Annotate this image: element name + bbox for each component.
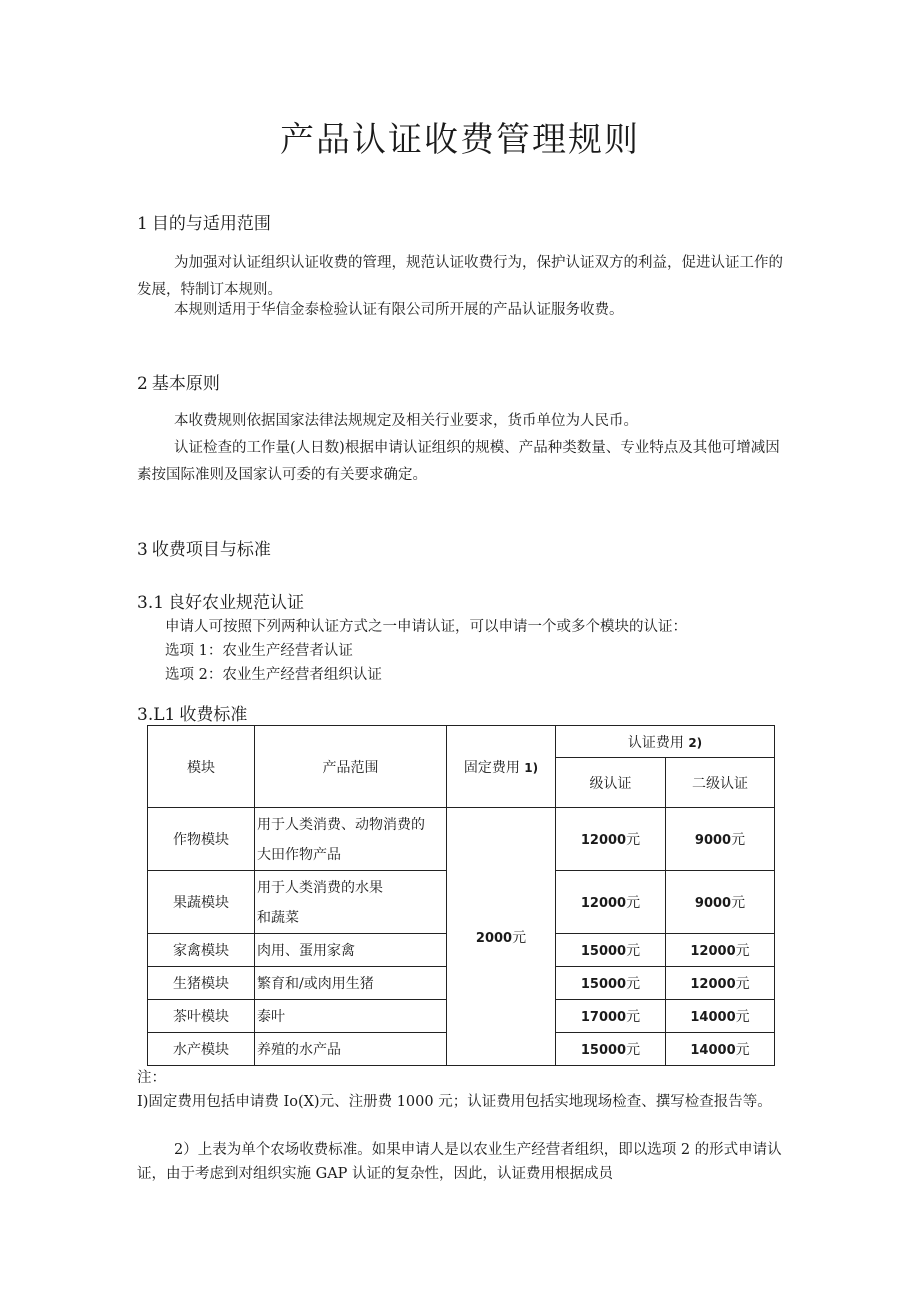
header-cert-fee: 认证费用 2)	[556, 726, 775, 758]
row-level-2-fee: 9000元	[666, 808, 775, 871]
section-3-1-heading	[137, 588, 304, 613]
section-3-1-1-number: 3.L1	[137, 705, 176, 725]
section-1-number: 1	[137, 214, 148, 234]
row-level-2-fee: 9000元	[666, 871, 775, 934]
table-row	[148, 808, 775, 871]
section-3-number: 3	[137, 540, 148, 560]
row-module: 茶叶模块	[148, 1000, 255, 1033]
note-1: I)固定费用包括申请费 Io(X)元、注册费 1000 元；认证费用包括实地现场检查、撰写检查报告等。	[137, 1094, 772, 1110]
row-scope: 养殖的水产品	[255, 1033, 447, 1066]
row-scope: 肉用、蛋用家禽	[255, 934, 447, 967]
section-3-heading	[137, 535, 271, 560]
header-module: 模块	[148, 726, 255, 808]
row-scope: 用于人类消费的水果 和蔬菜	[255, 871, 447, 934]
header-scope: 产品范围	[255, 726, 447, 808]
row-module: 作物模块	[148, 808, 255, 871]
section-2-paragraph-1: 本收费规则依据国家法律法规规定及相关行业要求，货币单位为人民币。	[174, 413, 638, 429]
table-header-row-1	[148, 726, 775, 758]
section-3-1-option-1: 选项 1：农业生产经营者认证	[165, 643, 353, 659]
section-1-title: 目的与适用范围	[151, 214, 271, 234]
section-2-title: 基本原则	[151, 374, 220, 394]
fee-table	[147, 725, 775, 1066]
section-3-1-title: 良好农业规范认证	[168, 593, 305, 613]
row-scope: 用于人类消费、动物消费的 大田作物产品	[255, 808, 447, 871]
section-3-1-1-heading	[137, 700, 247, 725]
row-scope: 繁育和/或肉用生猪	[255, 967, 447, 1000]
row-module: 果蔬模块	[148, 871, 255, 934]
note-2: 2）上表为单个农场收费标准。如果申请人是以农业生产经营者组织，即以选项 2 的形式申请认证，由于考虑到对组织实施 GAP 认证的复杂性，因此，认证费用根据成员	[137, 1142, 782, 1182]
row-level-1-fee: 15000元	[556, 934, 666, 967]
row-level-2-fee: 12000元	[666, 934, 775, 967]
row-level-2-fee: 12000元	[666, 967, 775, 1000]
section-1-heading	[137, 209, 271, 234]
row-module: 水产模块	[148, 1033, 255, 1066]
row-scope: 泰叶	[255, 1000, 447, 1033]
row-level-2-fee: 14000元	[666, 1000, 775, 1033]
section-2-number: 2	[137, 374, 148, 394]
row-module: 生猪模块	[148, 967, 255, 1000]
row-level-1-fee: 15000元	[556, 1033, 666, 1066]
header-level-1: 级认证	[556, 758, 666, 808]
row-level-1-fee: 12000元	[556, 871, 666, 934]
section-2-paragraph-2: 认证检查的工作量(人日数)根据申请认证组织的规模、产品种类数量、专业特点及其他可增减因素按国际准则及国家认可委的有关要求确定。	[137, 440, 780, 483]
section-3-1-intro: 申请人可按照下列两种认证方式之一申请认证，可以申请一个或多个模块的认证：	[165, 619, 687, 635]
row-module: 家禽模块	[148, 934, 255, 967]
row-level-2-fee: 14000元	[666, 1033, 775, 1066]
row-level-1-fee: 12000元	[556, 808, 666, 871]
row-level-1-fee: 15000元	[556, 967, 666, 1000]
section-3-1-number: 3.1	[137, 593, 165, 613]
notes-label: 注：	[137, 1070, 166, 1086]
section-3-1-option-2: 选项 2：农业生产经营者组织认证	[165, 667, 382, 683]
section-2-heading	[137, 369, 220, 394]
page-title: 产品认证收费管理规则	[280, 120, 640, 160]
header-fixed-fee: 固定费用 1)	[447, 726, 556, 808]
section-1-paragraph-2: 本规则适用于华信金泰检验认证有限公司所开展的产品认证服务收费。	[174, 302, 624, 318]
section-3-1-1-title: 收费标准	[179, 705, 248, 725]
section-1-paragraph-1: 为加强对认证组织认证收费的管理，规范认证收费行为，保护认证双方的利益，促进认证工作的发展，特制订本规则。	[137, 255, 783, 298]
section-3-title: 收费项目与标准	[151, 540, 271, 560]
header-level-2: 二级认证	[666, 758, 775, 808]
fixed-fee-cell: 2000元	[447, 808, 556, 1066]
row-level-1-fee: 17000元	[556, 1000, 666, 1033]
